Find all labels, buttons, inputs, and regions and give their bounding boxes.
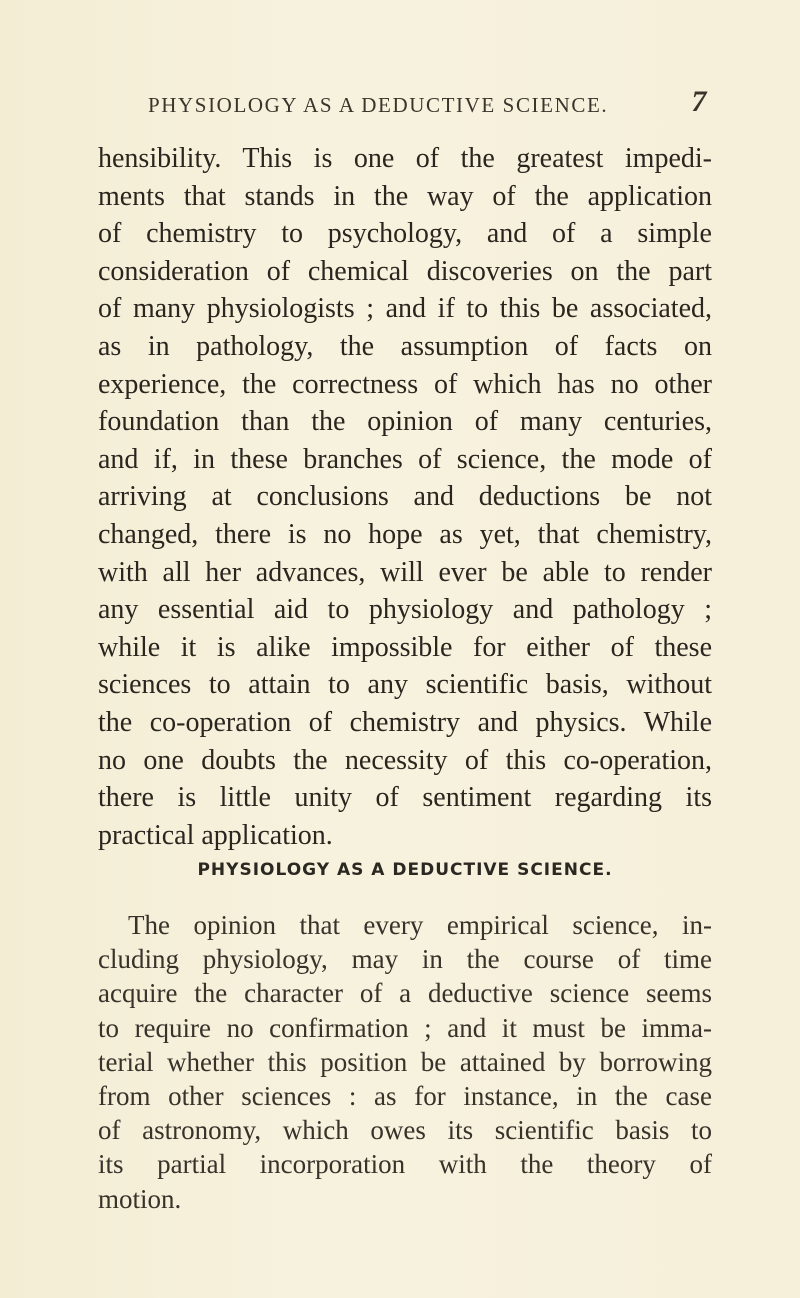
text-line: no one doubts the necessity of this co-operation, bbox=[98, 744, 712, 776]
text-line: experience, the correctness of which has no other bbox=[98, 368, 712, 400]
text-line: sciences to attain to any scientific basis, without bbox=[98, 669, 712, 701]
running-head bbox=[148, 85, 708, 118]
page-number: 7 bbox=[691, 85, 708, 118]
text-line: of chemistry to psychology, and of a simple bbox=[98, 218, 712, 250]
text-line: with all her advances, will ever be able to render bbox=[98, 556, 712, 588]
paragraph-1 bbox=[98, 140, 712, 854]
text-line: to require no confirmation ; and it must be imma- bbox=[98, 1012, 712, 1043]
text-line: hensibility. This is one of the greatest impedi- bbox=[98, 143, 712, 174]
text-line: from other sciences : as for instance, in the case bbox=[98, 1080, 712, 1111]
text-line: as in pathology, the assumption of facts on bbox=[98, 330, 712, 362]
text-line: terial whether this position be attained by borrowing bbox=[98, 1046, 712, 1077]
running-head-title: PHYSIOLOGY AS A DEDUCTIVE SCIENCE. bbox=[148, 93, 609, 117]
text-line: changed, there is no hope as yet, that chemistry, bbox=[98, 518, 712, 550]
text-line: acquire the character of a deductive science seems bbox=[98, 978, 712, 1009]
text-line: practical application. bbox=[98, 819, 333, 851]
text-line: and if, in these branches of science, the mode of bbox=[98, 443, 712, 475]
text-line: consideration of chemical discoveries on the part bbox=[98, 255, 712, 287]
text-line: foundation than the opinion of many centuries, bbox=[98, 406, 712, 438]
text-line: cluding physiology, may in the course of time bbox=[98, 944, 712, 975]
text-line: of astronomy, which owes its scientific basis to bbox=[98, 1115, 712, 1146]
text-line: arriving at conclusions and deductions be not bbox=[98, 481, 712, 513]
text-line: ments that stands in the way of the application bbox=[98, 180, 712, 212]
text-line: its partial incorporation with the theory of bbox=[98, 1149, 712, 1180]
section-heading: PHYSIOLOGY AS A DEDUCTIVE SCIENCE. bbox=[197, 860, 613, 880]
text-line: The opinion that every empirical science, in- bbox=[128, 910, 712, 940]
text-line: while it is alike impossible for either of these bbox=[98, 631, 712, 663]
text-line: of many physiologists ; and if to this be associated, bbox=[98, 293, 712, 325]
text-line: motion. bbox=[98, 1183, 182, 1214]
text-line: any essential aid to physiology and pathology ; bbox=[98, 594, 712, 626]
text-line: there is little unity of sentiment regarding its bbox=[98, 782, 712, 814]
paragraph-2 bbox=[98, 908, 712, 1216]
text-line: the co-operation of chemistry and physics. While bbox=[98, 706, 712, 738]
